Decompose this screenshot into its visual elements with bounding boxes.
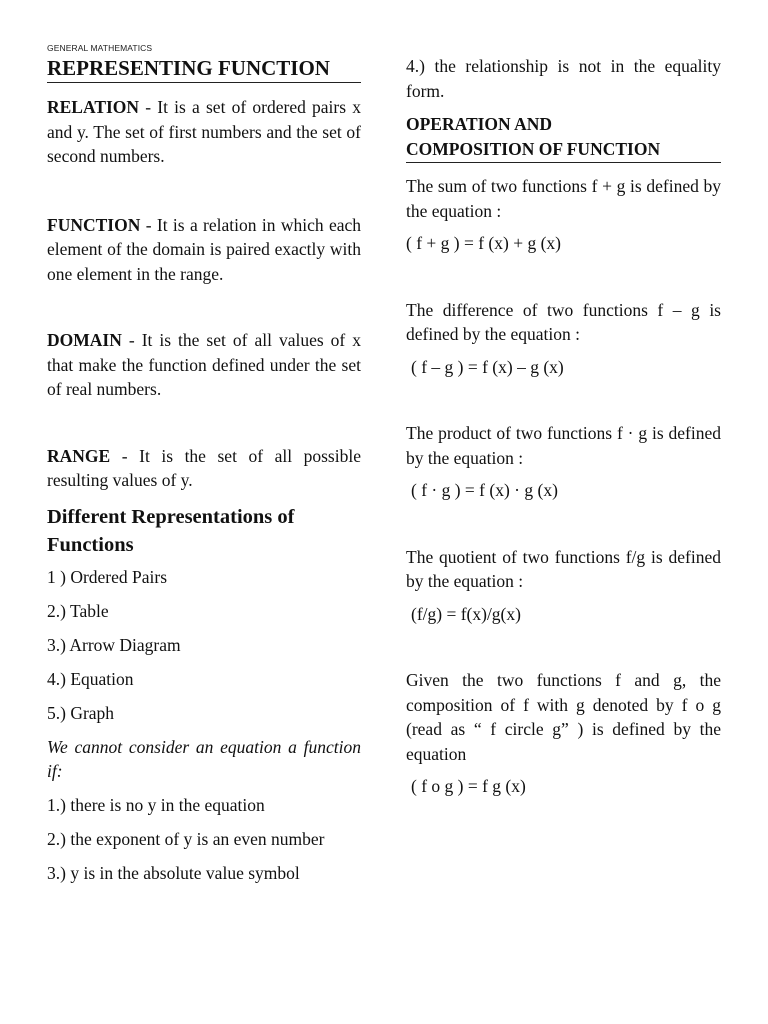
document-header-label: GENERAL MATHEMATICS	[47, 43, 153, 53]
function-text: - It is a relation in which each element of the domain is paired exactly with one element in the range.	[47, 214, 361, 284]
operations-section-heading	[406, 112, 721, 163]
range-text: - It is the set of all possible resulting values of y.	[47, 445, 361, 490]
range-term: RANGE	[47, 445, 111, 466]
function-term: FUNCTION	[47, 214, 141, 235]
condition-item: 4.) the relationship is not in the equality form.	[406, 56, 721, 101]
condition-item: 3.) y is in the absolute value symbol	[47, 863, 300, 883]
quotient-definition: The quotient of two functions f/g is defined by the equation :	[406, 546, 721, 591]
condition-item: 1.) there is no y in the equation	[47, 795, 265, 815]
quotient-equation: (f/g) = f(x)/g(x)	[411, 603, 521, 624]
domain-definition	[47, 328, 361, 402]
product-definition: The product of two functions f · g is defined by the equation :	[406, 423, 721, 468]
sum-equation: ( f + g ) = f (x) + g (x)	[406, 233, 561, 253]
difference-definition: The difference of two functions f – g is defined by the equation :	[406, 299, 721, 344]
representation-item: 1 ) Ordered Pairs	[47, 566, 168, 587]
document-title: REPRESENTING FUNCTION	[47, 55, 361, 83]
relation-definition	[47, 95, 361, 169]
representation-item: 4.) Equation	[47, 668, 134, 689]
function-definition	[47, 213, 361, 287]
composition-definition: Given the two functions f and g, the composition of f with g denoted by f o g (read as “ f circle g” ) is defined by the equation	[406, 670, 721, 764]
composition-equation: ( f o g ) = f g (x)	[411, 776, 526, 796]
left-column	[47, 55, 361, 895]
representation-item: 5.) Graph	[47, 702, 115, 723]
relation-text: - It is a set of ordered pairs x and y. The set of first numbers and the set of second numbers.	[47, 97, 361, 166]
section-heading-line: OPERATION AND	[406, 114, 553, 134]
cannot-consider-heading: We cannot consider an equation a function if:	[47, 736, 361, 781]
product-equation: ( f · g ) = f (x) · g (x)	[411, 480, 558, 500]
sum-definition: The sum of two functions f + g is defined by the equation :	[406, 176, 721, 221]
condition-item: 2.) the exponent of y is an even number	[47, 829, 325, 849]
difference-equation: ( f – g ) = f (x) – g (x)	[411, 356, 564, 377]
domain-text: - It is the set of all values of x that make the function defined under the set of real numbers.	[47, 330, 361, 399]
domain-term: DOMAIN	[47, 330, 122, 350]
right-column	[406, 54, 721, 799]
section-heading-line: COMPOSITION OF FUNCTION	[406, 139, 661, 159]
representations-heading: Different Representations of Functions	[47, 505, 295, 556]
representation-item: 2.) Table	[47, 600, 109, 621]
relation-term: RELATION	[47, 97, 140, 117]
range-definition	[47, 444, 361, 493]
representation-item: 3.) Arrow Diagram	[47, 634, 181, 655]
